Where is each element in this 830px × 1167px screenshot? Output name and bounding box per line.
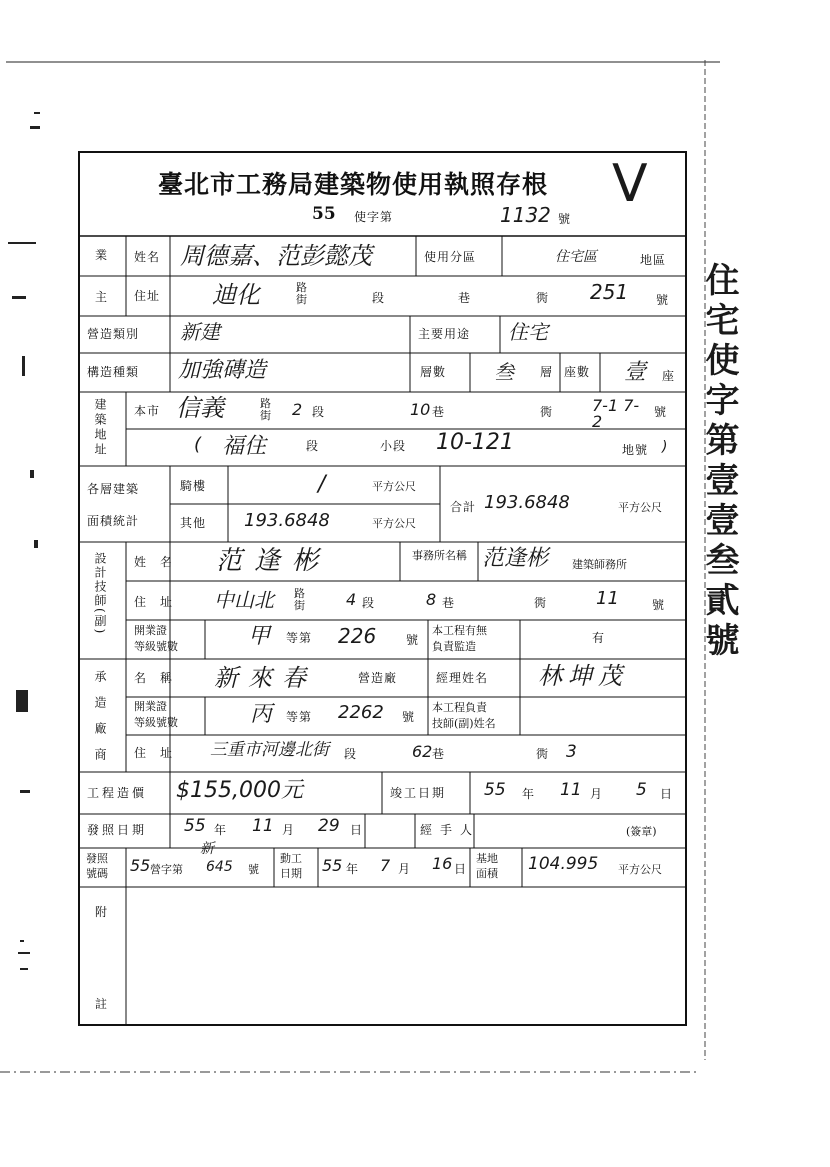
designer-number-value: 11	[596, 588, 619, 609]
owner-road-value: 迪化	[212, 281, 260, 309]
firm-license-label-2: 等級號數	[134, 716, 178, 729]
permit-char-label: 使字第	[354, 210, 394, 224]
office-name-label: 事務所名稱	[412, 549, 467, 562]
site-section-value: 福住	[222, 434, 267, 459]
land-number-label: 地號	[622, 443, 649, 457]
permit-new-value: 新	[200, 841, 214, 857]
scan-mark	[16, 690, 28, 712]
city-label: 本市	[134, 404, 161, 418]
designer-license-value: 226	[338, 624, 377, 648]
remarks-label-top: 附	[95, 905, 109, 919]
firm-grade-value: 丙	[250, 702, 273, 727]
owner-label-top: 業	[95, 248, 109, 262]
arcade-label: 騎樓	[180, 479, 207, 493]
designer-road-value: 中山北	[214, 588, 274, 612]
firm-xiang-label: 巷	[432, 747, 446, 761]
total-label: 合計	[450, 500, 477, 514]
designer-grade-label: 等第	[286, 631, 313, 645]
firm-grade-label: 等第	[286, 710, 313, 724]
firm-license-label-1: 開業證	[134, 700, 167, 713]
designer-license-hao: 號	[406, 633, 420, 647]
issue-day-unit: 日	[350, 823, 364, 837]
remarks-label-bottom: 註	[95, 997, 109, 1011]
office-suffix: 建築師務所	[572, 558, 627, 571]
floor-area-label-2: 面積統計	[87, 514, 140, 528]
firm-address-label: 住址	[134, 746, 187, 760]
scan-mark	[20, 790, 30, 793]
start-day-value: 16	[432, 854, 453, 873]
firm-xiang-value: 62	[412, 742, 433, 761]
firm-duan-label: 段	[344, 747, 358, 761]
start-year-unit: 年	[346, 862, 360, 876]
designer-road-label: 路 街	[294, 587, 305, 612]
designer-address-label: 住址	[134, 595, 187, 609]
manager-value: 林坤茂	[538, 662, 628, 690]
scan-mark	[8, 242, 36, 244]
start-month-unit: 月	[398, 862, 412, 876]
manager-label: 經理姓名	[436, 671, 489, 685]
start-day-unit: 日	[454, 862, 468, 876]
owner-road-label: 路 街	[296, 281, 307, 306]
cost-label: 工程造價	[87, 786, 148, 800]
designer-license-label-2: 等級號數	[134, 640, 178, 653]
issue-year-value: 55	[184, 816, 206, 836]
owner-hao-label: 號	[656, 293, 670, 307]
owner-name-value: 周德嘉、范彭懿茂	[180, 242, 372, 270]
permit-hao: 號	[248, 863, 259, 876]
start-label-1: 動工	[280, 852, 302, 865]
site-duan-value: 2	[292, 400, 303, 419]
start-label-2: 日期	[280, 867, 302, 880]
permit-number-suffix: 號	[558, 212, 572, 226]
supervise-value: 有	[592, 631, 606, 645]
arcade-value: /	[318, 472, 326, 497]
permit-year-value: 55	[130, 856, 151, 875]
scan-mark	[34, 540, 38, 548]
permit-no-label-1: 發照	[86, 852, 108, 865]
permit-no-value: 645	[206, 859, 233, 875]
owner-duan-label: 段	[372, 291, 386, 305]
completion-year-unit: 年	[522, 787, 536, 801]
completion-month-unit: 月	[590, 787, 604, 801]
designer-duan-label: 段	[362, 596, 376, 610]
completion-month-value: 11	[560, 780, 582, 800]
designer-name-value: 范逢彬	[216, 546, 331, 576]
site-area-unit: 平方公尺	[618, 863, 662, 876]
owner-number-value: 251	[590, 280, 629, 304]
designer-nong-label: 衖	[534, 596, 548, 610]
site-area-label-2: 面積	[476, 867, 498, 880]
designer-label: 設計技師(副)	[93, 552, 107, 636]
structure-value: 加強磚造	[178, 358, 267, 383]
completion-year-value: 55	[484, 780, 506, 800]
issue-date-label: 發照日期	[87, 823, 148, 837]
site-section-label: 段	[306, 439, 320, 453]
designer-xiang-value: 8	[426, 590, 437, 609]
site-number-value: 7-1 7-2	[592, 396, 640, 431]
supervise-label-2: 負責監造	[432, 640, 476, 653]
firm-name-label: 名稱	[134, 671, 187, 685]
issue-day-value: 29	[318, 816, 340, 836]
firm-name-value: 新來春	[214, 664, 316, 692]
site-area-value: 104.995	[528, 854, 599, 874]
owner-name-label: 姓名	[134, 250, 161, 264]
completion-day-value: 5	[636, 780, 647, 800]
floor-area-label-1: 各層建築	[87, 482, 140, 496]
other-area-unit: 平方公尺	[372, 517, 416, 530]
scan-mark	[22, 356, 25, 376]
block-suffix: 座	[662, 369, 676, 383]
site-duan-label: 段	[312, 405, 326, 419]
site-road-label: 路 街	[260, 397, 271, 422]
site-area-label-1: 基地	[476, 852, 498, 865]
scan-mark	[34, 112, 40, 114]
scan-mark	[30, 470, 34, 478]
total-area-unit: 平方公尺	[618, 501, 662, 514]
designer-xiang-label: 巷	[442, 596, 456, 610]
owner-label-bottom: 主	[95, 290, 109, 304]
permit-year: 55	[312, 204, 336, 224]
start-year-value: 55	[322, 856, 343, 875]
owner-address-label: 住址	[134, 289, 161, 303]
firm-number-value: 3	[566, 742, 577, 762]
resp-label-2: 技師(副)姓名	[432, 717, 496, 730]
main-use-label: 主要用途	[418, 327, 471, 341]
designer-duan-value: 4	[346, 590, 357, 609]
floor-suffix: 層	[540, 365, 554, 379]
site-xiang-label: 巷	[432, 405, 446, 419]
total-area-value: 193.6848	[484, 492, 570, 513]
supervise-label-1: 本工程有無	[432, 624, 487, 637]
build-type-label: 營造類別	[87, 327, 140, 341]
office-name-value: 范逢彬	[482, 546, 549, 571]
issue-year-unit: 年	[214, 823, 228, 837]
scan-mark	[18, 952, 30, 954]
blocks-value: 壹	[624, 360, 647, 385]
floors-value: 叁	[494, 360, 514, 384]
arcade-unit: 平方公尺	[372, 480, 416, 493]
start-month-value: 7	[380, 856, 391, 875]
firm-address-value: 三重市河邊北街	[210, 740, 329, 760]
structure-label: 構造種類	[87, 365, 140, 379]
site-paren-close: )	[662, 439, 668, 455]
site-xiang-value: 10	[410, 400, 431, 419]
scan-mark	[12, 296, 26, 299]
build-type-value: 新建	[180, 320, 220, 344]
completion-day-unit: 日	[660, 787, 674, 801]
designer-name-label: 姓名	[134, 555, 187, 569]
permit-no-label-2: 號碼	[86, 867, 108, 880]
site-road-value: 信義	[176, 394, 224, 422]
page-title: 臺北市工務局建築物使用執照存根	[158, 170, 549, 199]
firm-license-hao: 號	[402, 710, 416, 724]
scan-mark	[30, 126, 40, 129]
permit-number: 1132	[500, 203, 551, 227]
scan-mark	[20, 940, 24, 942]
other-label: 其他	[180, 516, 207, 530]
usage-zone-label: 使用分區	[424, 250, 477, 264]
seal-label: (簽章)	[626, 825, 657, 838]
designer-hao-label: 號	[652, 598, 666, 612]
main-use-value: 住宅	[508, 320, 548, 344]
designer-license-label-1: 開業證	[134, 624, 167, 637]
blocks-label: 座數	[564, 365, 591, 379]
usage-zone-value: 住宅區	[555, 249, 597, 265]
floors-label: 層數	[420, 365, 447, 379]
other-area-value: 193.6848	[244, 510, 330, 531]
handler-label: 經手人	[420, 823, 481, 837]
site-address-label: 建築地址	[93, 398, 107, 458]
check-mark: V	[612, 154, 648, 214]
completion-label: 竣工日期	[390, 786, 447, 800]
site-land-value: 10-121	[436, 430, 514, 455]
site-paren-open: (	[194, 434, 202, 455]
owner-xiang-label: 巷	[458, 291, 472, 305]
issue-month-value: 11	[252, 816, 274, 836]
build-char-label: 營字第	[150, 863, 183, 876]
cost-value: $155,000元	[176, 778, 303, 803]
zone-suffix: 地區	[640, 253, 667, 267]
firm-nong-label: 衖	[536, 747, 550, 761]
site-hao-label: 號	[654, 405, 668, 419]
resp-label-1: 本工程負責	[432, 701, 487, 714]
firm-suffix: 營造廠	[358, 671, 398, 685]
owner-nong-label: 衖	[536, 291, 550, 305]
contractor-label: 承造廠商	[93, 670, 107, 774]
xiaoduan-label: 小段	[380, 439, 407, 453]
scan-mark	[20, 968, 28, 970]
site-nong-label: 衖	[540, 405, 554, 419]
firm-license-value: 2262	[338, 702, 384, 723]
right-margin-stamp: 住宅使字第壹壹叁貳號	[699, 262, 739, 662]
issue-month-unit: 月	[282, 823, 296, 837]
designer-grade-value: 甲	[248, 624, 271, 649]
